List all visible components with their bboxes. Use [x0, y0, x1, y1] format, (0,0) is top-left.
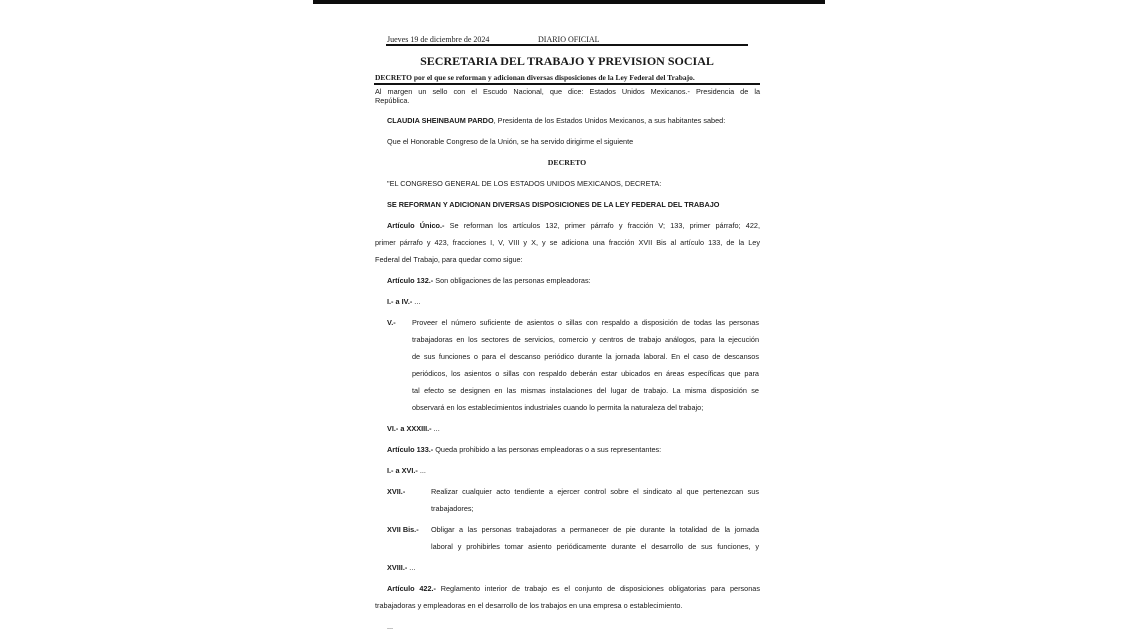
art132-fr-vi-xxxiii-rest: ...: [431, 424, 440, 433]
articulo-unico-line2: primer párrafo y 423, fracciones I, V, VIII y X, y se adiciona una fracción XVII Bis al artículo 133, de la Ley: [375, 238, 760, 247]
fr-v-line: de sus funciones o para el descanso periódico durante la jornada laboral. En el caso de descansos: [412, 352, 759, 361]
art132-fr-vi-xxxiii: [387, 420, 440, 437]
decreto-heading: DECRETO: [547, 158, 587, 167]
decree-summary: DECRETO por el que se reforman y adicionan diversas disposiciones de la Ley Federal del Trabajo.: [375, 73, 695, 82]
art133-fr-xvii-label: XVII.-: [387, 487, 406, 496]
art133-fr-xvii-bis-label: XVII Bis.-: [387, 525, 419, 534]
fr-v-line: tal efecto se designen en las mismas instalaciones del lugar de trabajo. La misma disposición se: [412, 386, 759, 395]
art132-fr-vi-xxxiii-label: VI.- a XXXIII.-: [387, 424, 432, 433]
art133-fr-xvii-text: [431, 483, 759, 517]
fr-v-line: Proveer el número suficiente de asientos o sillas con respaldo a disposición de todas las personas: [412, 318, 759, 327]
header-date: Jueves 19 de diciembre de 2024: [387, 35, 490, 44]
art132-fr-i-iv: [387, 293, 420, 310]
congress-decree: "EL CONGRESO GENERAL DE LOS ESTADOS UNIDOS MEXICANOS, DECRETA:: [387, 179, 662, 188]
art132-fr-i-iv-label: I.- a IV.-: [387, 297, 413, 306]
articulo-unico-text1: Se reforman los artículos 132, primer párrafo y fracción V; 133, primer párrafo; 422,: [444, 221, 760, 230]
articulo-unico: [375, 217, 760, 268]
art132-label: Artículo 132.-: [387, 276, 434, 285]
art132-text: Son obligaciones de las personas empleadoras:: [433, 276, 591, 285]
congress-text: Que el Honorable Congreso de la Unión, se ha servido dirigirme el siguiente: [387, 137, 634, 146]
fr-v-line: trabajadoras en los sectores de servicios, comercio y centros de trabajo análogos, para la ejecución: [412, 335, 759, 344]
art422-paragraph: [375, 580, 760, 614]
fr-xvii-bis-line: laboral y prohibirles tomar asiento periódicamente durante el desarrollo de sus funciones, y: [431, 542, 759, 551]
header-rule: [386, 44, 748, 46]
art422-line1: [375, 580, 760, 597]
trailing-ellipsis: ...: [387, 622, 394, 631]
art422-line2: trabajadoras y empleadoras en el desarrollo de los trabajos en una empresa o establecimiento.: [375, 601, 683, 610]
margin-note: [375, 87, 760, 105]
president-name: CLAUDIA SHEINBAUM PARDO: [387, 116, 494, 125]
art133-fr-xviii: [387, 559, 415, 576]
fr-v-line: periódicos, los asientos o sillas con respaldo deberán estar ubicados en áreas específicas que para: [412, 369, 759, 378]
articulo-unico-line3: Federal del Trabajo, para quedar como sigue:: [375, 255, 523, 264]
art422-label: Artículo 422.-: [387, 584, 436, 593]
margin-note-line2: República.: [375, 96, 410, 105]
art133-fr-i-xvi-rest: ...: [417, 466, 426, 475]
art133-fr-xvii-bis-text: [431, 521, 759, 555]
art133-fr-i-xvi: [387, 462, 426, 479]
art132-paragraph: [387, 272, 591, 289]
art132-fr-v-text: [412, 314, 759, 416]
art133-fr-xviii-label: XVIII.-: [387, 563, 408, 572]
fr-xvii-bis-line: Obligar a las personas trabajadoras a permanecer de pie durante la totalidad de la jornada: [431, 525, 759, 534]
art133-label: Artículo 133.-: [387, 445, 434, 454]
articulo-unico-label: Artículo Único.-: [387, 221, 445, 230]
header-publication: DIARIO OFICIAL: [538, 35, 600, 44]
art133-fr-xviii-rest: ...: [407, 563, 416, 572]
art133-paragraph: [387, 441, 661, 458]
articulo-unico-line1: [375, 217, 760, 234]
art132-fr-v-label: V.-: [387, 318, 396, 327]
margin-note-line1: Al margen un sello con el Escudo Nacional, que dice: Estados Unidos Mexicanos.- Presidencia de la: [375, 87, 760, 96]
president-paragraph: [387, 112, 725, 129]
secretaria-title: SECRETARIA DEL TRABAJO Y PREVISION SOCIAL: [420, 54, 714, 68]
art133-fr-i-xvi-label: I.- a XVI.-: [387, 466, 418, 475]
art132-fr-i-iv-rest: ...: [412, 297, 421, 306]
art133-text: Queda prohibido a las personas empleadoras o a sus representantes:: [433, 445, 662, 454]
president-text: , Presidenta de los Estados Unidos Mexicanos, a sus habitantes sabed:: [493, 116, 726, 125]
top-dark-bar: [313, 0, 825, 4]
reform-heading: SE REFORMAN Y ADICIONAN DIVERSAS DISPOSICIONES DE LA LEY FEDERAL DEL TRABAJO: [387, 200, 720, 209]
fr-xvii-line: trabajadores;: [431, 504, 474, 513]
decree-rule: [374, 83, 760, 85]
fr-xvii-line: Realizar cualquier acto tendiente a ejercer control sobre el sindicato al que pertenezcan sus: [431, 487, 759, 496]
art422-text1: Reglamento interior de trabajo es el conjunto de disposiciones obligatorias para personas: [435, 584, 760, 593]
fr-v-line: observará en los establecimientos industriales cuando lo permita la naturaleza del trabajo;: [412, 403, 704, 412]
